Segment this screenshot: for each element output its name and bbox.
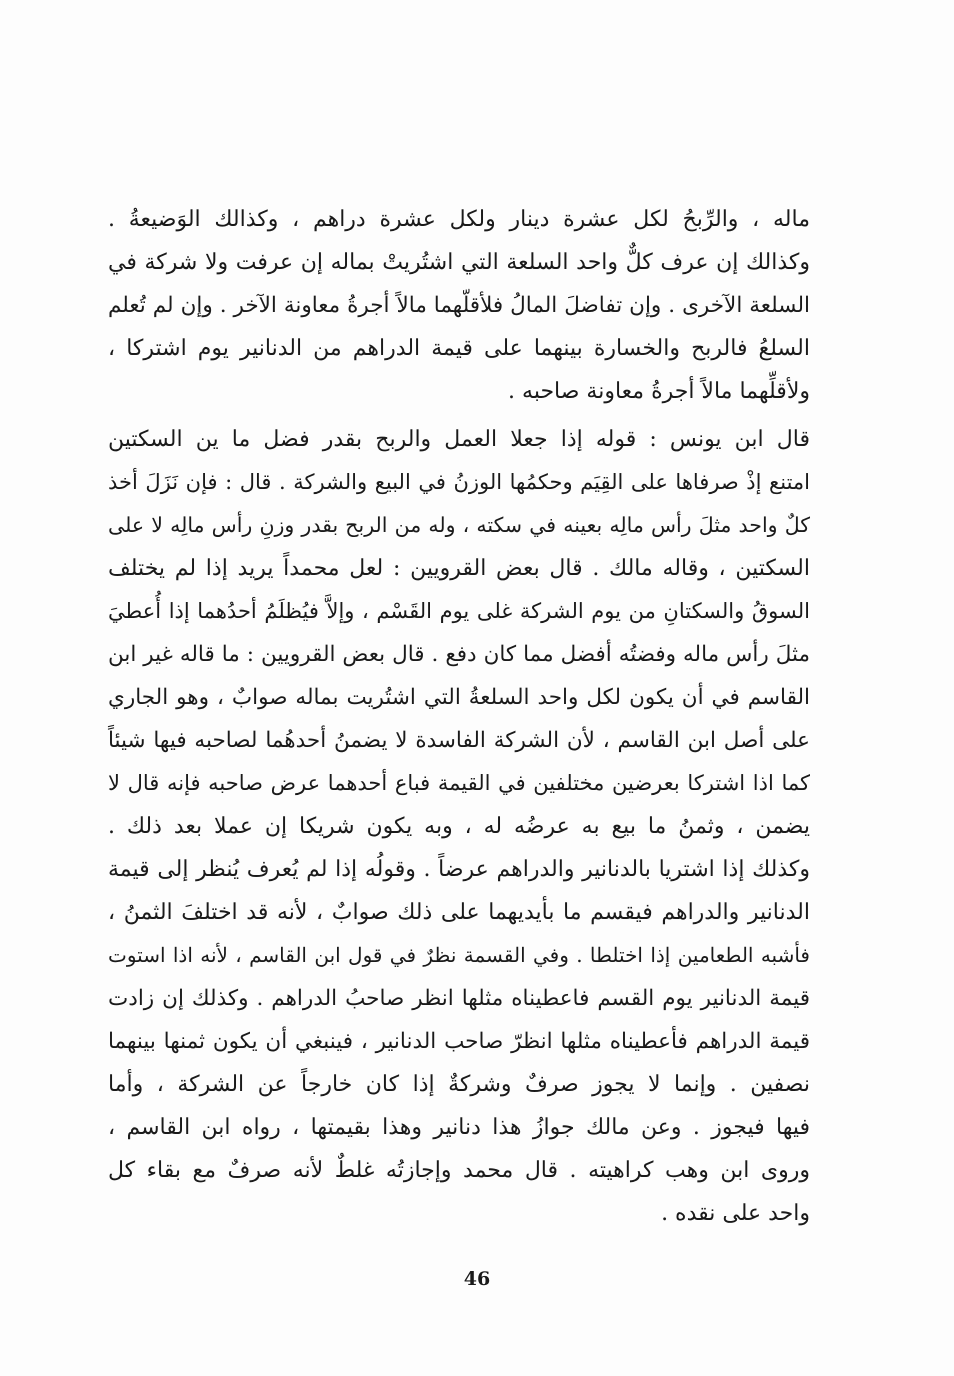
- text-line: ولأقلِّهما مالاً أجرةُ معاونة صاحبه .: [508, 379, 810, 404]
- text-line: مثلَ رأس ماله وفضتُه أفضل مما كان دفع . قال بعض القرويين : ما قاله غير ابن: [108, 642, 810, 667]
- text-line: يضمن ، وثمنُ ما بيع به عرضُه له ، وبه يكون شريكا إن عملا بعد ذلك .: [108, 814, 810, 839]
- text-line: القاسم في أن يكون لكل واحد السلعةُ التي اشتُريت بماله صوابٌ ، وهو الجاري: [108, 685, 810, 710]
- text-line: السلعُ فالربح والخسارة بينهما على قيمة الدراهم من الدنانير يوم اشتركا ،: [108, 336, 810, 361]
- text-line: فأشبه الطعامين إذا اختلطا . وفي القسمة نظرٌ في قول ابن القاسم ، لأنه اذا استوت: [108, 943, 810, 967]
- text-line: امتنع إذْ صرفاها على القِيَم وحكمُها الوزنُ في البيع والشركة . قال : فإن نَزَلَ أخذ: [108, 470, 810, 494]
- text-line: الدنانير والدراهم فيقسم ما بأيديهما على ذلك صوابٌ ، لأنه قد اختلفَ الثمنُ ،: [108, 900, 810, 925]
- text-line: السلعة الآخرى . وإن تفاضلَ المالُ فلأقلّهما مالاً أجرةُ معاونة الآخر . وإن لم تُعلم: [108, 293, 810, 318]
- text-line: نصفين . وإنما لا يجوز صرفٌ وشركةٌ إذا كان خارجاً عن الشركة ، وأما: [108, 1072, 810, 1097]
- text-line: السوقُ والسكتانِ من يوم الشركة غلى يوم القَسْم ، وإلاَّ فيُظلَمُ أحدُهما إذا أُعطيَ: [108, 599, 810, 623]
- text-line: فيها فيجوز . وعن مالك جوازُ هذا دنانير وهذا بقيمتها ، رواه ابن القاسم ،: [108, 1115, 810, 1140]
- text-line: على أصل ابن القاسم ، لأن الشركة الفاسدة لا يضمنُ أحدهُما لصاحبه فيها شيئاً: [108, 728, 810, 753]
- page-number: 46: [463, 1268, 491, 1290]
- text-line: السكتين ، وقاله مالك . قال بعض القرويين : لعل محمداً يريد إذا لم يختلف: [108, 556, 810, 581]
- text-line: كما اذا اشتركا بعرضين مختلفين في القيمة فباع أحدهما عرض صاحبه فإنه قال لا: [108, 771, 810, 795]
- paragraph-1: [108, 198, 810, 413]
- paragraph-2: [108, 418, 810, 1235]
- text-line: وكذلك إذا اشتريا بالدنانير والدراهم عرضاً . وقولُه إذا لم يُعرف يُنظر إلى قيمة: [108, 857, 810, 882]
- text-line: كلٌ واحد مثلَ رأس مالِه بعينه في سكته ، وله من الربح بقدر وزنِ رأس مالِه لا على: [108, 513, 810, 537]
- text-line: وروى ابن وهب كراهيته . قال محمد وإجازتُه غلطٌ لأنه صرفٌ مع بقاء كل: [108, 1158, 810, 1183]
- text-line: واحد على نقده .: [661, 1201, 810, 1226]
- text-line: قيمة الدنانير يوم القسم فاعطيناه مثلها انظر صاحبُ الدراهم . وكذلك إن زادت: [108, 986, 810, 1011]
- text-line: وكذالك إن عرف كلٌّ واحد السلعة التي اشتُريتْ بماله إن عرفت ولا شركة في: [108, 250, 810, 275]
- text-line: ماله ، والرِّبحُ لكل عشرة دينار ولكل عشرة دراهم ، وكذالك الوَضيعةُ .: [108, 207, 810, 232]
- text-line: قال ابن يونس : قوله إذا جعلا العمل والربح بقدر فضل ما ين السكتين: [108, 427, 810, 452]
- text-line: قيمة الدراهم فأعطيناه مثلها انظرّ صاحب الدنانير ، فينبغي أن يكون ثمنها بينهما: [108, 1029, 810, 1054]
